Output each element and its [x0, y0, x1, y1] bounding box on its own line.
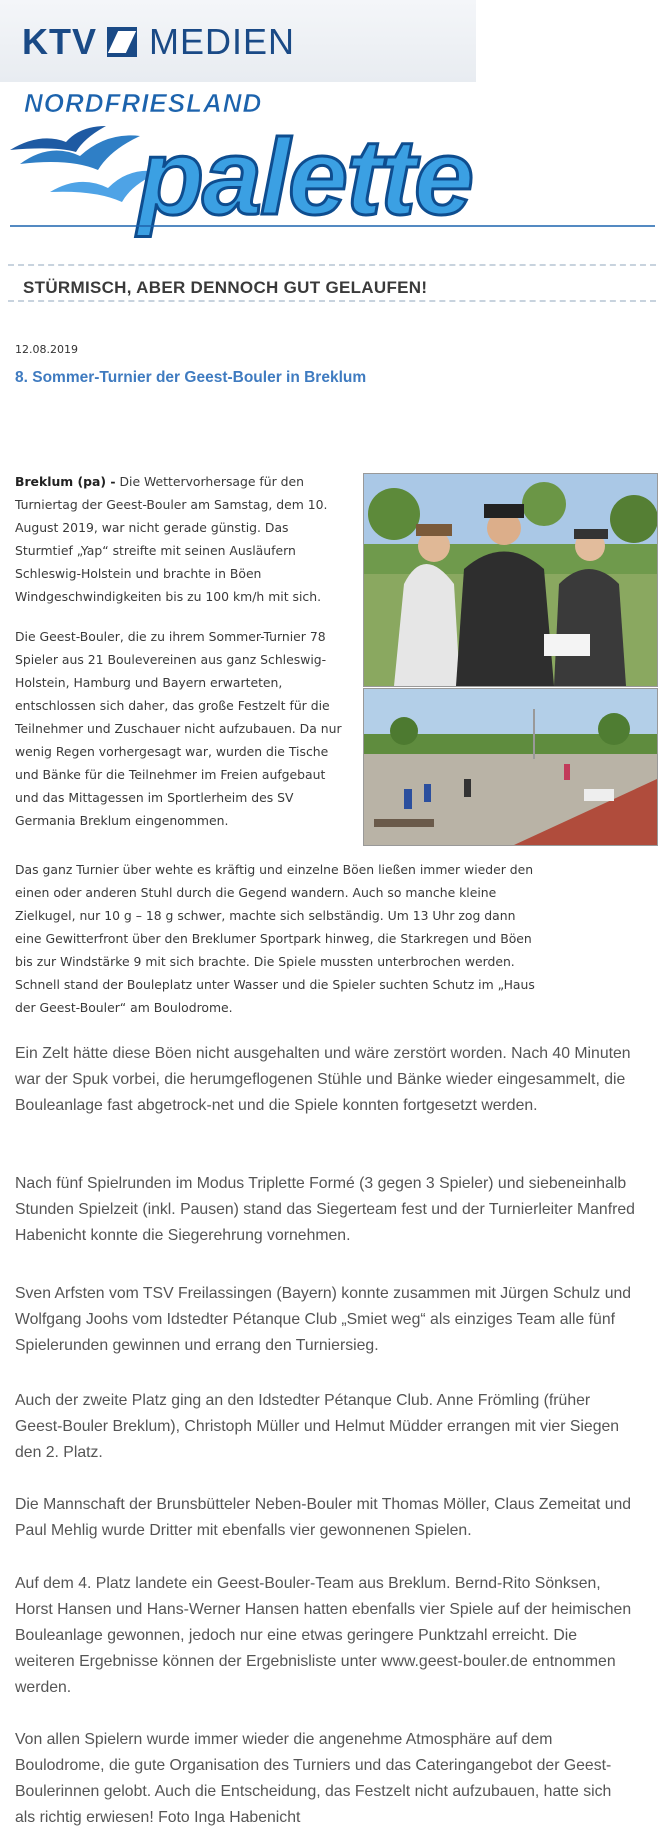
- article-paragraph-10: Von allen Spielern wurde immer wieder die angenehme Atmosphäre auf dem Boulodrome, die gute Organisation des Turniers und das Cateringangebot der Geest-Boulerinnen gelobt. Auch die Entscheidung, das Festzelt nicht aufzubauen, hatte sich als richtig erwiesen! Foto Inga Habenicht: [15, 1731, 612, 1826]
- article-paragraph-8: Die Mannschaft der Brunsbütteler Neben-Bouler mit Thomas Möller, Claus Zemeitat und Paul Mehlig wurde Dritter mit ebenfalls vier gewonnenen Spielen.: [15, 1496, 632, 1539]
- masthead-top-text: NORDFRIESLAND: [24, 92, 263, 118]
- ktv-medien-logo[interactable]: [22, 22, 295, 62]
- article-paragraph-4: Ein Zelt hätte diese Böen nicht ausgehalten und wäre zerstört worden. Nach 40 Minuten war der Spuk vorbei, die herumgeflogenen Stühle und Bänke wieder eingesammelt, die Bouleanlage fast abgetrock-net und die Spiele konnten fortgesetzt werden.: [15, 1045, 631, 1114]
- article-paragraph-1: [15, 470, 345, 608]
- article-paragraph-5: Nach fünf Spielrunden im Modus Triplette Formé (3 gegen 3 Spieler) und siebeneinhalb Stunden Spielzeit (inkl. Pausen) stand das Siegerteam fest und der Turnierleiter Manfred Habenicht konnte die Siegerehrung vornehmen.: [15, 1175, 635, 1244]
- photo-winners[interactable]: [363, 473, 658, 687]
- paragraph-text: Die Wettervorhersage für den Turniertag der Geest-Bouler am Samstag, dem 10. August 2019, war nicht gerade günstig. Das Sturmtief „Yap“ streifte mit seinen Ausläufern Schleswig-Holstein und brachte in Böen Windgeschwindigkeiten bis zu 100 km/h mit sich.: [15, 474, 328, 604]
- divider-top: [8, 264, 656, 266]
- article-date: 12.08.2019: [15, 343, 78, 356]
- article-paragraph-6: Sven Arfsten vom TSV Freilassingen (Bayern) konnte zusammen mit Jürgen Schulz und Wolfgang Joohs vom Idstedter Pétanque Club „Smiet weg“ als einziges Team alle fünf Spielerunden gewinnen und errang den Turniersieg.: [15, 1285, 632, 1354]
- article-paragraph-9: Auf dem 4. Platz landete ein Geest-Bouler-Team aus Breklum. Bernd-Rito Sönksen, Horst Hansen und Hans-Werner Hansen hatten ebenfalls vier Spiele auf der heimischen Bouleanlage gewonnen, jedoch nur eine etwas geringere Punktzahl erreicht. Die weiteren Ergebnisse können der Ergebnisliste unter www.geest-bouler.de entnommen werden.: [15, 1575, 632, 1696]
- medien-logo-text: MEDIEN: [149, 21, 296, 62]
- masthead-main-text: palette: [138, 116, 473, 237]
- divider-bottom: [8, 300, 656, 302]
- article-headline[interactable]: 8. Sommer-Turnier der Geest-Bouler in Breklum: [15, 369, 367, 386]
- slogan: STÜRMISCH, ABER DENNOCH GUT GELAUFEN!: [23, 278, 428, 297]
- article-lead: Breklum (pa) -: [15, 474, 116, 489]
- article-paragraph-3: Das ganz Turnier über wehte es kräftig und einzelne Böen ließen immer wieder den einen oder anderen Stuhl durch die Gegend wandern. Auch so manche kleine Zielkugel, nur 10 g – 18 g schwer, machte sich selbständig. Um 13 Uhr zog dann eine Gewitterfront über den Breklumer Sportpark hinweg, die Starkregen und Böen bis zur Windstärke 9 mit sich brachte. Die Spiele mussten unterbrochen werden. Schnell stand der Bouleplatz unter Wasser und die Spieler suchten Schutz im „Haus der Geest-Bouler“ am Boulodrome.: [15, 862, 535, 1015]
- photo-boulodrome[interactable]: [363, 688, 658, 846]
- masthead-logo: [10, 92, 655, 262]
- ktv-header-bar: [0, 0, 476, 82]
- nordfriesland-palette-masthead[interactable]: [10, 92, 655, 262]
- article-paragraph-7: Auch der zweite Platz ging an den Idstedter Pétanque Club. Anne Frömling (früher Geest-Bouler Breklum), Christoph Müller und Helmut Müdder errangen mit vier Siegen den 2. Platz.: [15, 1392, 620, 1461]
- article-paragraph-2: Die Geest-Bouler, die zu ihrem Sommer-Turnier 78 Spieler aus 21 Boulevereinen aus ganz Schleswig-Holstein, Hamburg und Bayern erwarteten, entschlossen sich daher, das große Festzelt für die Teilnehmer und Zuschauer nicht aufzubauen. Da nur wenig Regen vorhergesagt war, wurden die Tische und Bänke für die Teilnehmer im Freien aufgebaut und das Mittagessen im Sportlerheim des SV Germania Breklum eingenommen.: [15, 629, 342, 828]
- ktv-logo-text: KTV: [22, 21, 97, 62]
- winners-photo-image: [364, 474, 657, 686]
- ktv-logo-mark-icon: [107, 27, 137, 57]
- boulodrome-photo-image: [364, 689, 657, 845]
